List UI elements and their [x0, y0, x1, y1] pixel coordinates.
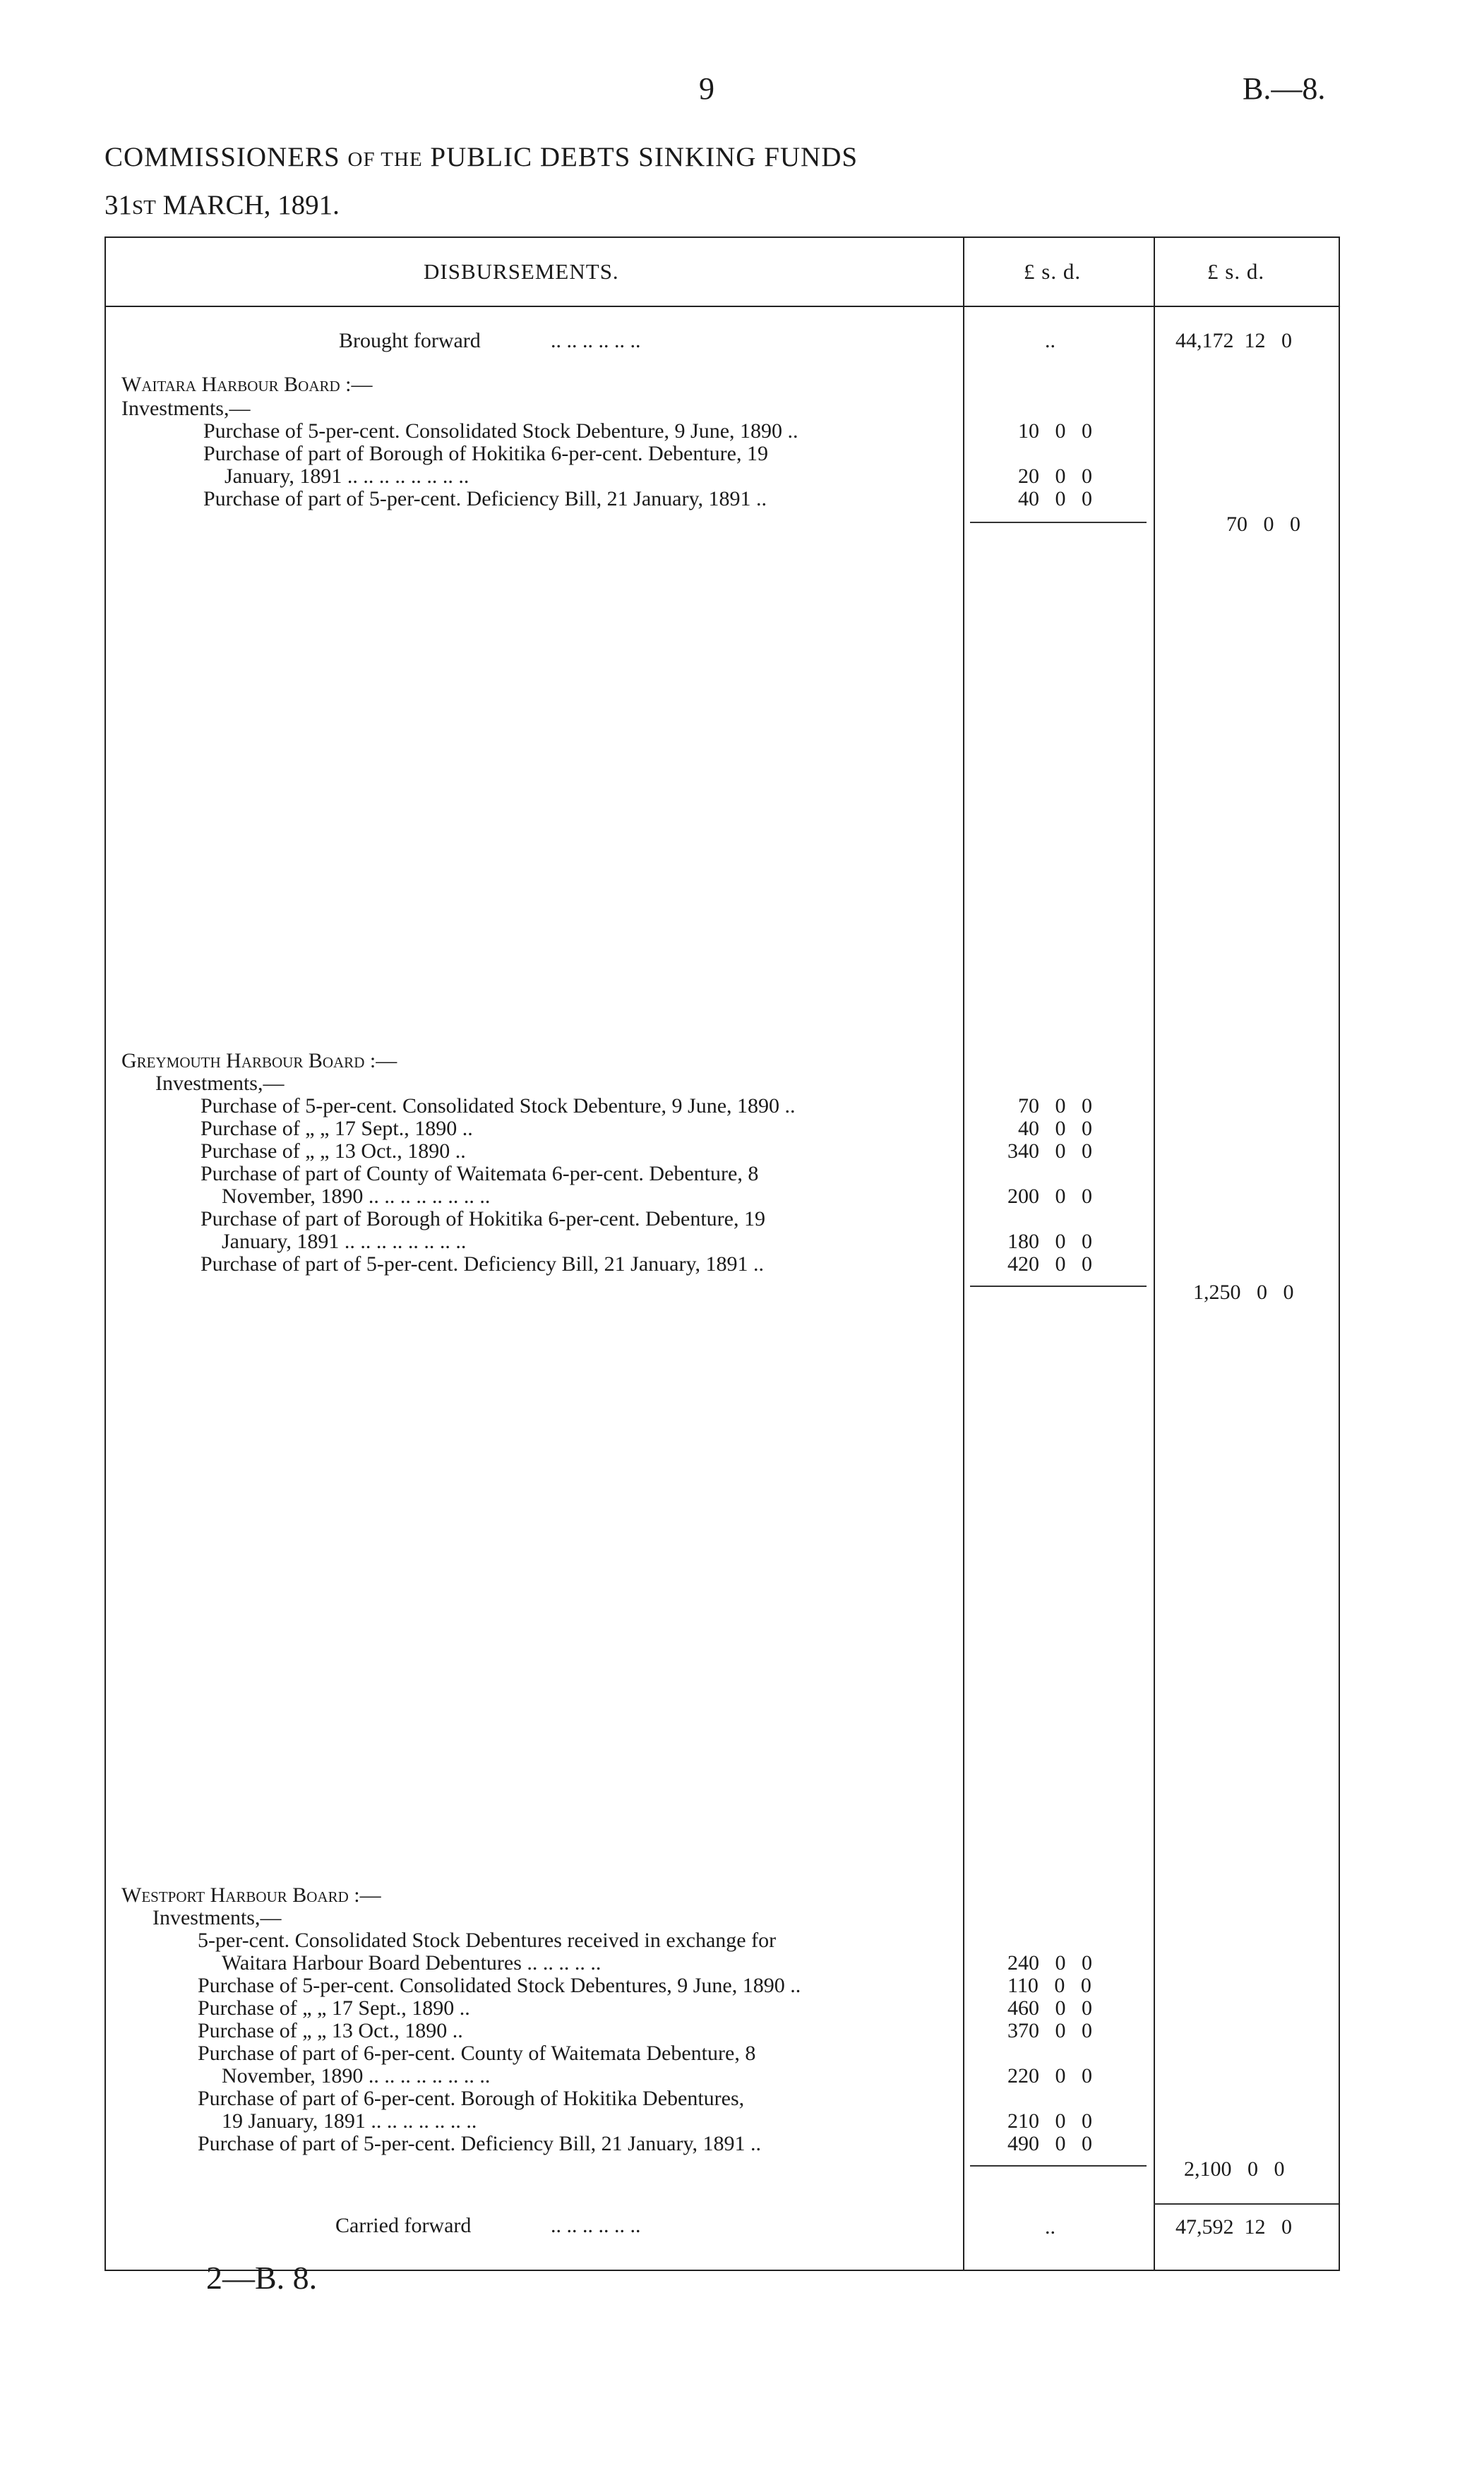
westport-line-9: 19 January, 1891 .. .. .. .. .. .. ..	[222, 2109, 477, 2133]
document-code: B.—8.	[1243, 71, 1326, 106]
westport-line-2: Waitara Harbour Board Debentures .. .. .. .. ..	[222, 1951, 602, 1975]
greymouth-line-6: Purchase of part of Borough of Hokitika 6-per-cent. Debenture, 19	[201, 1207, 765, 1230]
greymouth-line-3: Purchase of „ „ 13 Oct., 1890 ..	[201, 1139, 466, 1163]
waitara-amount-3: 40 0 0	[1018, 487, 1092, 510]
section-subtitle-waitara: Investments,—	[121, 397, 251, 420]
disbursements-table	[104, 236, 1340, 2271]
greymouth-line-1: Purchase of 5-per-cent. Consolidated Stock Debenture, 9 June, 1890 ..	[201, 1094, 796, 1118]
waitara-line-4: Purchase of part of 5-per-cent. Deficiency Bill, 21 January, 1891 ..	[203, 487, 767, 510]
westport-amount-7: 490 0 0	[1007, 2132, 1092, 2155]
westport-line-4: Purchase of „ „ 17 Sept., 1890 ..	[198, 1996, 470, 2020]
statement-date	[104, 189, 340, 221]
column-divider-2	[1154, 238, 1155, 2270]
page-number: 9	[699, 71, 714, 106]
carried-forward-label: Carried forward	[335, 2214, 472, 2237]
greymouth-amount-1: 70 0 0	[1018, 1094, 1092, 1118]
waitara-amount-2: 20 0 0	[1018, 465, 1092, 488]
westport-amount-1: 240 0 0	[1007, 1951, 1092, 1975]
greymouth-amount-4: 200 0 0	[1007, 1185, 1092, 1208]
westport-line-8: Purchase of part of 6-per-cent. Borough of Hokitika Debentures,	[198, 2087, 745, 2110]
greymouth-amount-2: 40 0 0	[1018, 1117, 1092, 1140]
column-header-amount-2: £ s. d.	[1207, 259, 1265, 284]
date-year: , 1891.	[263, 190, 340, 220]
title-part-2: PUBLIC DEBTS SINKING FUNDS	[430, 142, 858, 172]
westport-subtotal-rule	[970, 2165, 1147, 2167]
section-subtitle-greymouth: Investments,—	[155, 1072, 285, 1095]
carried-forward-rule	[1154, 2203, 1339, 2205]
page-title	[104, 141, 858, 173]
greymouth-amount-3: 340 0 0	[1007, 1139, 1092, 1163]
waitara-subtotal-rule	[970, 522, 1147, 523]
carried-forward-col1: ..	[1045, 2215, 1055, 2239]
brought-forward-dots: .. .. .. .. .. ..	[551, 329, 641, 352]
section-title-waitara: Waitara Harbour Board :—	[121, 373, 373, 396]
greymouth-amount-5: 180 0 0	[1007, 1230, 1092, 1253]
greymouth-line-7: January, 1891 .. .. .. .. .. .. .. ..	[222, 1230, 467, 1253]
section-subtitle-westport: Investments,—	[152, 1906, 282, 1929]
westport-line-6: Purchase of part of 6-per-cent. County of Waitemata Debenture, 8	[198, 2042, 756, 2065]
greymouth-total: 1,250 0 0	[1193, 1281, 1294, 1304]
brought-forward-col1: ..	[1045, 329, 1055, 352]
carried-forward-dots: .. .. .. .. .. ..	[551, 2214, 641, 2237]
waitara-amount-1: 10 0 0	[1018, 419, 1092, 443]
westport-amount-2: 110 0 0	[1007, 1974, 1091, 1997]
header-divider	[106, 306, 1339, 307]
westport-amount-5: 220 0 0	[1007, 2064, 1092, 2087]
westport-line-5: Purchase of „ „ 13 Oct., 1890 ..	[198, 2019, 463, 2042]
waitara-total: 70 0 0	[1226, 513, 1300, 536]
westport-line-3: Purchase of 5-per-cent. Consolidated Stock Debentures, 9 June, 1890 ..	[198, 1974, 801, 1997]
westport-amount-4: 370 0 0	[1007, 2019, 1092, 2042]
column-header-disbursements: DISBURSEMENTS.	[424, 259, 619, 284]
title-part-1: COMMISSIONERS	[104, 142, 340, 172]
westport-total: 2,100 0 0	[1184, 2157, 1285, 2181]
westport-line-7: November, 1890 .. .. .. .. .. .. .. ..	[222, 2064, 491, 2087]
footer-signature: 2—B. 8.	[206, 2260, 318, 2296]
date-month: MARCH	[162, 190, 264, 220]
carried-forward-total: 47,592 12 0	[1175, 2215, 1292, 2239]
greymouth-line-2: Purchase of „ „ 17 Sept., 1890 ..	[201, 1117, 473, 1140]
greymouth-amount-6: 420 0 0	[1007, 1252, 1092, 1276]
greymouth-line-4: Purchase of part of County of Waitemata 6-per-cent. Debenture, 8	[201, 1162, 759, 1185]
waitara-line-1: Purchase of 5-per-cent. Consolidated Stock Debenture, 9 June, 1890 ..	[203, 419, 798, 443]
date-suffix: ST	[132, 196, 156, 219]
waitara-line-3: January, 1891 .. .. .. .. .. .. .. ..	[225, 465, 469, 488]
section-title-greymouth: Greymouth Harbour Board :—	[121, 1049, 397, 1072]
westport-amount-3: 460 0 0	[1007, 1996, 1092, 2020]
greymouth-subtotal-rule	[970, 1286, 1147, 1287]
waitara-line-2: Purchase of part of Borough of Hokitika 6-per-cent. Debenture, 19	[203, 442, 768, 465]
greymouth-line-5: November, 1890 .. .. .. .. .. .. .. ..	[222, 1185, 491, 1208]
column-header-amount-1: £ s. d.	[1024, 259, 1082, 284]
greymouth-line-8: Purchase of part of 5-per-cent. Deficiency Bill, 21 January, 1891 ..	[201, 1252, 765, 1276]
westport-amount-6: 210 0 0	[1007, 2109, 1092, 2133]
title-of-the: OF THE	[347, 148, 423, 171]
westport-line-1: 5-per-cent. Consolidated Stock Debentures received in exchange for	[198, 1929, 777, 1952]
brought-forward-total: 44,172 12 0	[1175, 329, 1292, 352]
section-title-westport: Westport Harbour Board :—	[121, 1883, 381, 1907]
column-divider-1	[963, 238, 964, 2270]
brought-forward-label: Brought forward	[339, 329, 481, 352]
date-day: 31	[104, 190, 132, 220]
westport-line-10: Purchase of part of 5-per-cent. Deficiency Bill, 21 January, 1891 ..	[198, 2132, 762, 2155]
